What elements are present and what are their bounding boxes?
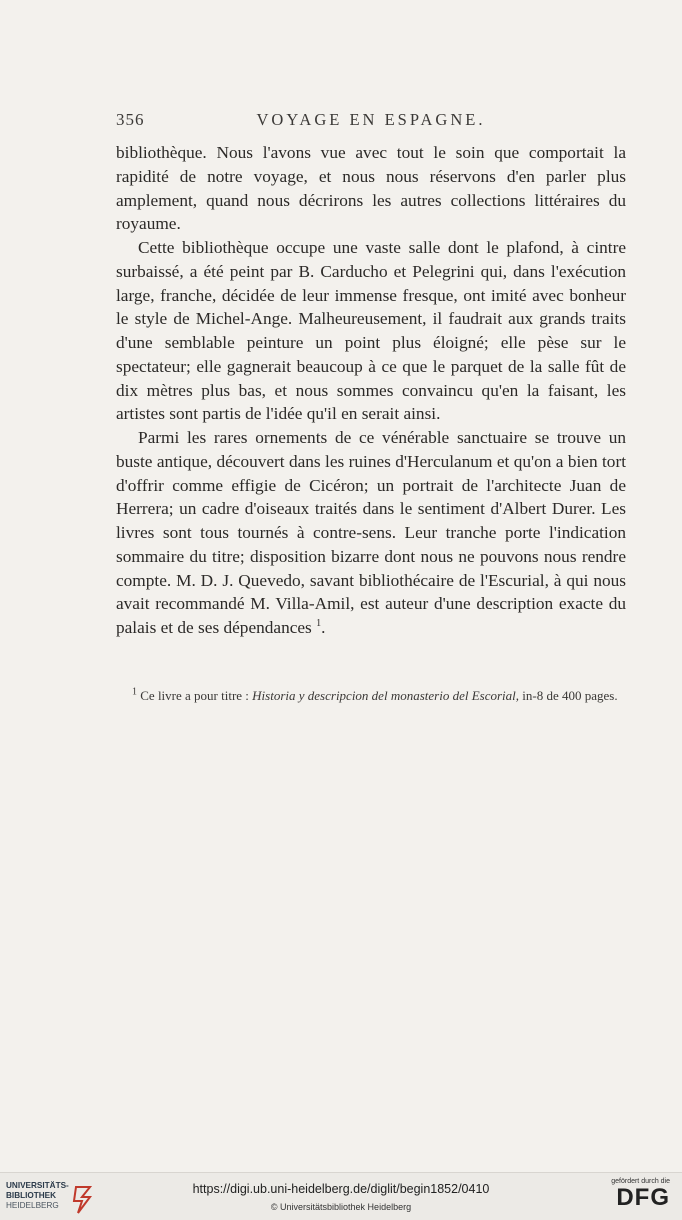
page-url-link[interactable]: https://digi.ub.uni-heidelberg.de/diglit/begin1852/0410 [192,1182,490,1196]
paragraph-text: Parmi les rares ornements de ce vénérable sanctuaire se trouve un buste antique, découvert dans les ruines d'Herculanum et qu'on a bien tort d'offrir comme effigie de Cicéron; un portrait de l'architecte Juan de Herrera; un cadre d'oiseaux traités dans le sentiment d'Albert Durer. Les livres sont tous tournés à contre-sens. Leur tranche porte l'indication sommaire du titre; disposition bizarre dont nous ne pouvons nous rendre compte. M. D. J. Quevedo, savant bibliothécaire de l'Escurial, à qui nous avait recommandé M. Villa-Amil, est auteur d'une description exacte du palais et de ses dépendances [116,428,626,637]
footnote-tail: in-8 de 400 pages. [522,688,618,703]
paragraph: Parmi les rares ornements de ce vénérable sanctuaire se trouve un buste antique, découvert dans les ruines d'Herculanum et qu'on a bien tort d'offrir comme effigie de Cicéron; un portrait de l'architecte Juan de Herrera; un cadre d'oiseaux traités dans le sentiment d'Albert Durer. Les livres sont tous tournés à contre-sens. Leur tranche porte l'indication sommaire du titre; disposition bizarre dont nous ne pouvons nous rendre compte. M. D. J. Quevedo, savant bibliothécaire de l'Escurial, à qui nous avait recommandé M. Villa-Amil, est auteur d'une description exacte du palais et de ses dépendances $^1$. [116,428,626,637]
paragraph: Cette bibliothèque occupe une vaste salle dont le plafond, à cintre surbaissé, a été peint par B. Carducho et Pelegrini qui, dans l'exécution large, franche, décidée de leur immense fresque, ont imité avec bonheur le style de Michel-Ange. Malheureusement, il faudrait aux grands traits d'une semblable peinture un point plus éloigné; elle pèse sur le spectateur; elle gagnerait beaucoup à ce que le parquet de la salle fût de dix mètres plus bas, et nous sommes convaincu qu'en la faisant, les artistes sont partis de l'idée qu'il en serait ainsi. [116,238,626,424]
running-title: VOYAGE EN ESPAGNE. [256,110,486,129]
footnote-title: Historia y descripcion del monasterio del Escorial, [252,688,520,703]
paragraph: bibliothèque. Nous l'avons vue avec tout le soin que comportait la rapidité de notre voyage, et nous nous réservons d'en parler plus amplement, quand nous décrirons les autres collections littéraires du royaume. [116,143,626,234]
footnote [116,687,641,705]
dfg-logo[interactable] [600,1178,670,1216]
funder-caption: gefördert durch die [611,1178,670,1185]
logo-line: BIBLIOTHEK [6,1191,57,1200]
page-number: 356 [116,110,145,129]
footnote-reference[interactable]: 1 [316,618,322,630]
footnote-marker: 1 [132,686,137,698]
copyright-notice: © Universitätsbibliothek Heidelberg [270,1202,412,1212]
funder-name: DFG [616,1184,670,1211]
footnote-lead: Ce livre a pour titre : [140,688,249,703]
viewer-footer [0,1172,682,1220]
body-text [116,141,626,640]
logo-line: HEIDELBERG [6,1201,59,1210]
logo-line: UNIVERSITÄTS- [6,1181,69,1190]
running-header [116,110,626,132]
